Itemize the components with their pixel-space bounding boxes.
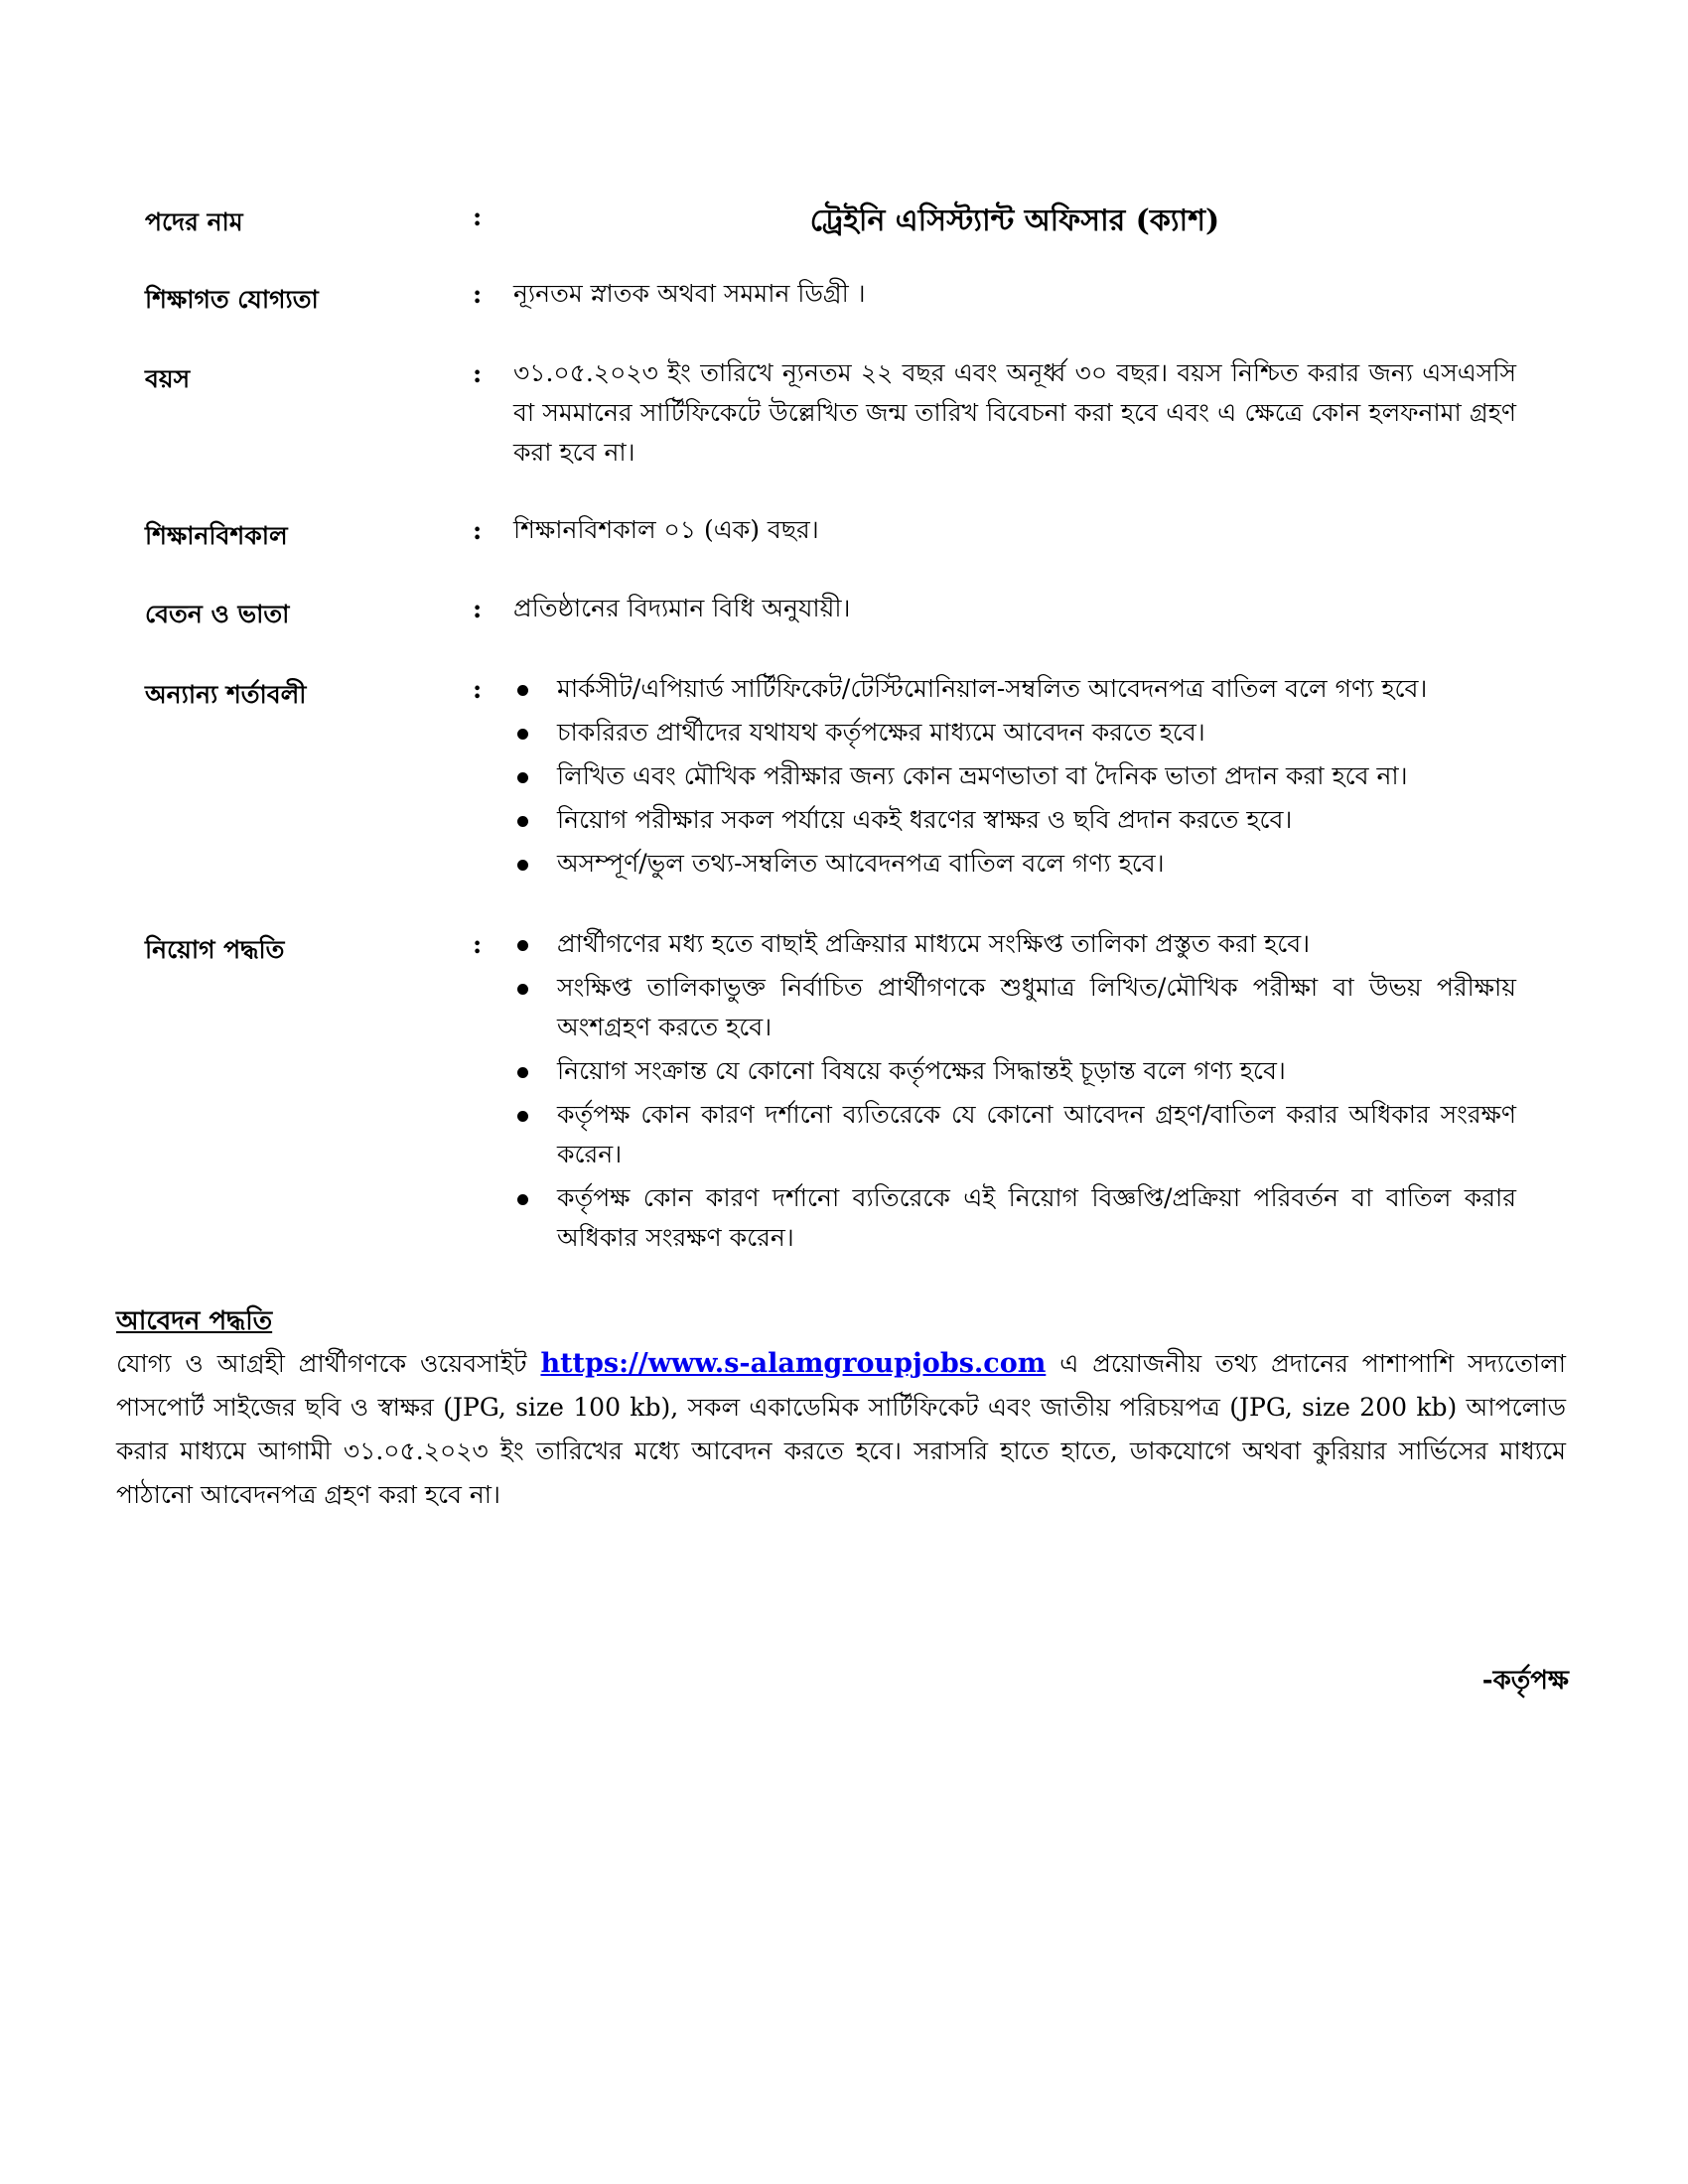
- recruitment-method-colon: :: [473, 930, 483, 959]
- bullet-icon: [517, 729, 528, 740]
- list-item-text: নিয়োগ সংক্রান্ত যে কোনো বিষয়ে কর্তৃপক্ষের সিদ্ধান্তই চূড়ান্ত বলে গণ্য হবে।: [557, 1056, 1286, 1085]
- other-conditions-label: অন্যান্য শর্তাবলী: [145, 680, 307, 709]
- bullet-icon: [517, 984, 528, 995]
- salary-value: প্রতিষ্ঠানের বিদ্যমান বিধি অনুযায়ী।: [513, 594, 851, 622]
- salary-colon: :: [473, 595, 483, 623]
- list-item: [513, 1095, 1516, 1174]
- age-colon: :: [473, 359, 483, 388]
- list-item-text: অসম্পূর্ণ/ভুল তথ্য-সম্বলিত আবেদনপত্র বাতিল বলে গণ্য হবে।: [557, 849, 1165, 878]
- application-website-link[interactable]: https://www.s-alamgroupjobs.com: [540, 1348, 1047, 1379]
- list-item-text: চাকরিরত প্রার্থীদের যথাযথ কর্তৃপক্ষের মাধ্যমে আবেদন করতে হবে।: [557, 718, 1205, 747]
- list-item-text: কর্তৃপক্ষ কোন কারণ দর্শানো ব্যতিরেকে যে কোনো আবেদন গ্রহণ/বাতিল করার অধিকার সংরক্ষণ করেন।: [557, 1100, 1516, 1168]
- post-name-value: ট্রেইনি এসিস্ট্যান্ট অফিসার (ক্যাশ): [809, 204, 1220, 238]
- list-item-text: প্রার্থীগণের মধ্য হতে বাছাই প্রক্রিয়ার মাধ্যমে সংক্ষিপ্ত তালিকা প্রস্তুত করা হবে।: [557, 929, 1311, 958]
- recruitment-method-label: নিয়োগ পদ্ধতি: [145, 935, 285, 964]
- list-item: [513, 844, 1516, 884]
- recruitment-method-list: [513, 924, 1516, 1262]
- probation-colon: :: [473, 516, 483, 545]
- authority-signature: -কর্তৃপক্ষ: [1481, 1666, 1569, 1696]
- bullet-icon: [517, 940, 528, 951]
- list-item: [513, 924, 1516, 964]
- education-colon: :: [473, 280, 483, 309]
- age-value: ৩১.০৫.২০২৩ ইং তারিখে ন্যূনতম ২২ বছর এবং অনূর্ধ্ব ৩০ বছর। বয়স নিশ্চিত করার জন্য এসএসসি বা সমমানের সার্টিফিকেটে উল্লেখিত জন্ম তারিখ বিবেচনা করা হবে এবং এ ক্ষেত্রে কোন হলফনামা গ্রহণ করা হবে না।: [513, 358, 1516, 467]
- list-item-text: মার্কসীট/এপিয়ার্ড সার্টিফিকেট/টেস্টিমোনিয়াল-সম্বলিত আবেদনপত্র বাতিল বলে গণ্য হবে।: [557, 674, 1428, 703]
- list-item: [513, 713, 1516, 752]
- other-conditions-colon: :: [473, 675, 483, 704]
- bullet-icon: [517, 1194, 528, 1205]
- list-item-text: কর্তৃপক্ষ কোন কারণ দর্শানো ব্যতিরেকে এই নিয়োগ বিজ্ঞপ্তি/প্রক্রিয়া পরিবর্তন বা বাতিল করার অধিকার সংরক্ষণ করেন।: [557, 1183, 1516, 1252]
- probation-label: শিক্ষানবিশকাল: [145, 521, 288, 550]
- education-value: ন্যূনতম স্নাতক অথবা সমমান ডিগ্রী ।: [513, 279, 866, 308]
- probation-value: শিক্ষানবিশকাল ০১ (এক) বছর।: [513, 515, 819, 544]
- age-label: বয়স: [145, 364, 191, 393]
- post-name-colon: :: [473, 203, 483, 231]
- list-item: [513, 1178, 1516, 1258]
- list-item-text: সংক্ষিপ্ত তালিকাভুক্ত নির্বাচিত প্রার্থীগণকে শুধুমাত্র লিখিত/মৌখিক পরীক্ষা বা উভয় পরীক্ষায় অংশগ্রহণ করতে হবে।: [557, 973, 1516, 1041]
- bullet-icon: [517, 685, 528, 696]
- list-item-text: নিয়োগ পরীক্ষার সকল পর্যায়ে একই ধরণের স্বাক্ষর ও ছবি প্রদান করতে হবে।: [557, 805, 1293, 834]
- application-text-after-url: এ প্রয়োজনীয় তথ্য প্রদানের পাশাপাশি সদ্যতোলা পাসপোর্ট সাইজের ছবি ও স্বাক্ষর (JPG, size 100 kb), সকল একাডেমিক সার্টিফিকেট এবং জাতীয় পরিচয়পত্র (JPG, size 200 kb) আপলোড করার মাধ্যমে আগামী ৩১.০৫.২০২৩ ইং তারিখের মধ্যে আবেদন করতে হবে। সরাসরি হাতে হাতে, ডাকযোগে অথবা কুরিয়ার সার্ভিসের মাধ্যমে পাঠানো আবেদনপত্র গ্রহণ করা হবে না।: [116, 1349, 1566, 1509]
- education-label: শিক্ষাগত যোগ্যতা: [145, 285, 319, 314]
- other-conditions-list: [513, 669, 1516, 887]
- post-name-label: পদের নাম: [145, 207, 243, 236]
- list-item: [513, 669, 1516, 709]
- application-text: [116, 1342, 1566, 1517]
- bullet-icon: [517, 860, 528, 871]
- list-item: [513, 756, 1516, 796]
- bullet-icon: [517, 1111, 528, 1122]
- bullet-icon: [517, 772, 528, 783]
- list-item: [513, 968, 1516, 1047]
- list-item: [513, 800, 1516, 840]
- application-heading: আবেদন পদ্ধতি: [116, 1306, 273, 1336]
- application-text-before-url: যোগ্য ও আগ্রহী প্রার্থীগণকে ওয়েবসাইট: [116, 1349, 527, 1378]
- bullet-icon: [517, 816, 528, 827]
- list-item: [513, 1051, 1516, 1091]
- list-item-text: লিখিত এবং মৌখিক পরীক্ষার জন্য কোন ভ্রমণভাতা বা দৈনিক ভাতা প্রদান করা হবে না।: [557, 761, 1408, 790]
- bullet-icon: [517, 1067, 528, 1078]
- salary-label: বেতন ও ভাতা: [145, 600, 290, 628]
